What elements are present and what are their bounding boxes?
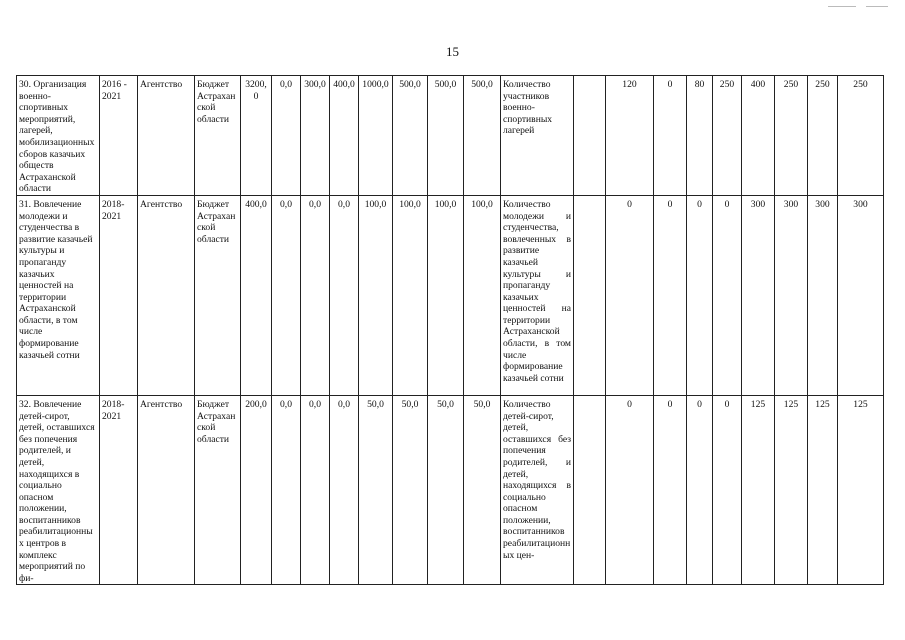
indicator-cell: Количество молодежи и студенчества, вовлеченных в развитие казачьей культуры и пропаганду казачьих ценностей на территории Астраханской области, в том числе формирование казачьей сотни [501, 195, 574, 395]
indicator-value: 125 [808, 395, 838, 585]
table-row [17, 76, 884, 196]
period-cell: 2016 - 2021 [100, 76, 138, 196]
indicator-value: 125 [838, 395, 884, 585]
indicator-value: 0 [606, 395, 654, 585]
funding-year: 500,0 [428, 76, 464, 196]
funding-year: 1000,0 [359, 76, 393, 196]
indicator-value: 0 [687, 395, 713, 585]
measure-name: 32. Вовлечение детей-сирот, детей, оставшихся без попечения родителей, и детей, находящихся в социально опасном положении, воспитанников реабилитационных центров в комплекс мероприятий по фи- [17, 395, 100, 585]
funding-year: 50,0 [393, 395, 428, 585]
measure-name: 30. Организация военно-спортивных мероприятий, лагерей, мобилизационных сборов казачьих обществ Астраханской области [17, 76, 100, 196]
funding-year: 500,0 [464, 76, 501, 196]
indicator-value: 400 [742, 76, 775, 196]
indicator-value: 250 [808, 76, 838, 196]
source-cell: Бюджет Астраханской области [195, 76, 241, 196]
indicator-value: 0 [654, 76, 687, 196]
funding-year: 0,0 [330, 395, 359, 585]
indicator-value: 250 [713, 76, 742, 196]
funding-year: 0,0 [272, 76, 301, 196]
funding-year: 100,0 [428, 195, 464, 395]
funding-year: 0,0 [301, 395, 330, 585]
funding-year: 50,0 [464, 395, 501, 585]
indicator-value: 120 [606, 76, 654, 196]
table-row [17, 395, 884, 585]
funding-year: 50,0 [428, 395, 464, 585]
funding-year: 0,0 [272, 195, 301, 395]
funding-year: 0,0 [301, 195, 330, 395]
source-cell: Бюджет Астраханской области [195, 395, 241, 585]
indicator-value: 80 [687, 76, 713, 196]
indicator-value: 300 [775, 195, 808, 395]
indicator-value: 0 [713, 195, 742, 395]
indicator-value: 0 [654, 195, 687, 395]
funding-year: 0,0 [330, 195, 359, 395]
funding-year: 100,0 [464, 195, 501, 395]
indicator-value: 300 [808, 195, 838, 395]
unit-cell [574, 195, 606, 395]
executor-cell: Агентство [138, 195, 195, 395]
executor-cell: Агентство [138, 76, 195, 196]
indicator-value: 125 [742, 395, 775, 585]
funding-year: 0,0 [272, 395, 301, 585]
indicator-value: 250 [775, 76, 808, 196]
indicator-value: 0 [606, 195, 654, 395]
funding-year: 300,0 [301, 76, 330, 196]
indicator-value: 0 [713, 395, 742, 585]
funding-total: 200,0 [241, 395, 272, 585]
scan-mark [828, 6, 856, 7]
executor-cell: Агентство [138, 395, 195, 585]
scan-mark [866, 6, 888, 7]
funding-year: 500,0 [393, 76, 428, 196]
funding-year: 50,0 [359, 395, 393, 585]
period-cell: 2018-2021 [100, 395, 138, 585]
indicator-value: 0 [654, 395, 687, 585]
funding-year: 100,0 [359, 195, 393, 395]
indicator-value: 300 [742, 195, 775, 395]
unit-cell [574, 395, 606, 585]
funding-total: 3200,0 [241, 76, 272, 196]
indicator-value: 0 [687, 195, 713, 395]
indicator-value: 300 [838, 195, 884, 395]
period-cell: 2018-2021 [100, 195, 138, 395]
table-row [17, 195, 884, 395]
indicator-value: 250 [838, 76, 884, 196]
funding-year: 100,0 [393, 195, 428, 395]
unit-cell [574, 76, 606, 196]
indicator-cell: Количество детей-сирот, детей, оставшихся без попечения родителей, и детей, находящихся в социально опасном положении, воспитанников реабилитационных цен- [501, 395, 574, 585]
indicator-cell: Количество участников военно-спортивных лагерей [501, 76, 574, 196]
source-cell: Бюджет Астраханской области [195, 195, 241, 395]
funding-total: 400,0 [241, 195, 272, 395]
funding-year: 400,0 [330, 76, 359, 196]
measure-name: 31. Вовлечение молодежи и студенчества в развитие казачьей культуры и пропаганду казачьих ценностей на территории Астраханской области, в том числе формирование казачьей сотни [17, 195, 100, 395]
program-table [16, 75, 884, 585]
indicator-value: 125 [775, 395, 808, 585]
page-number: 15 [446, 44, 459, 59]
